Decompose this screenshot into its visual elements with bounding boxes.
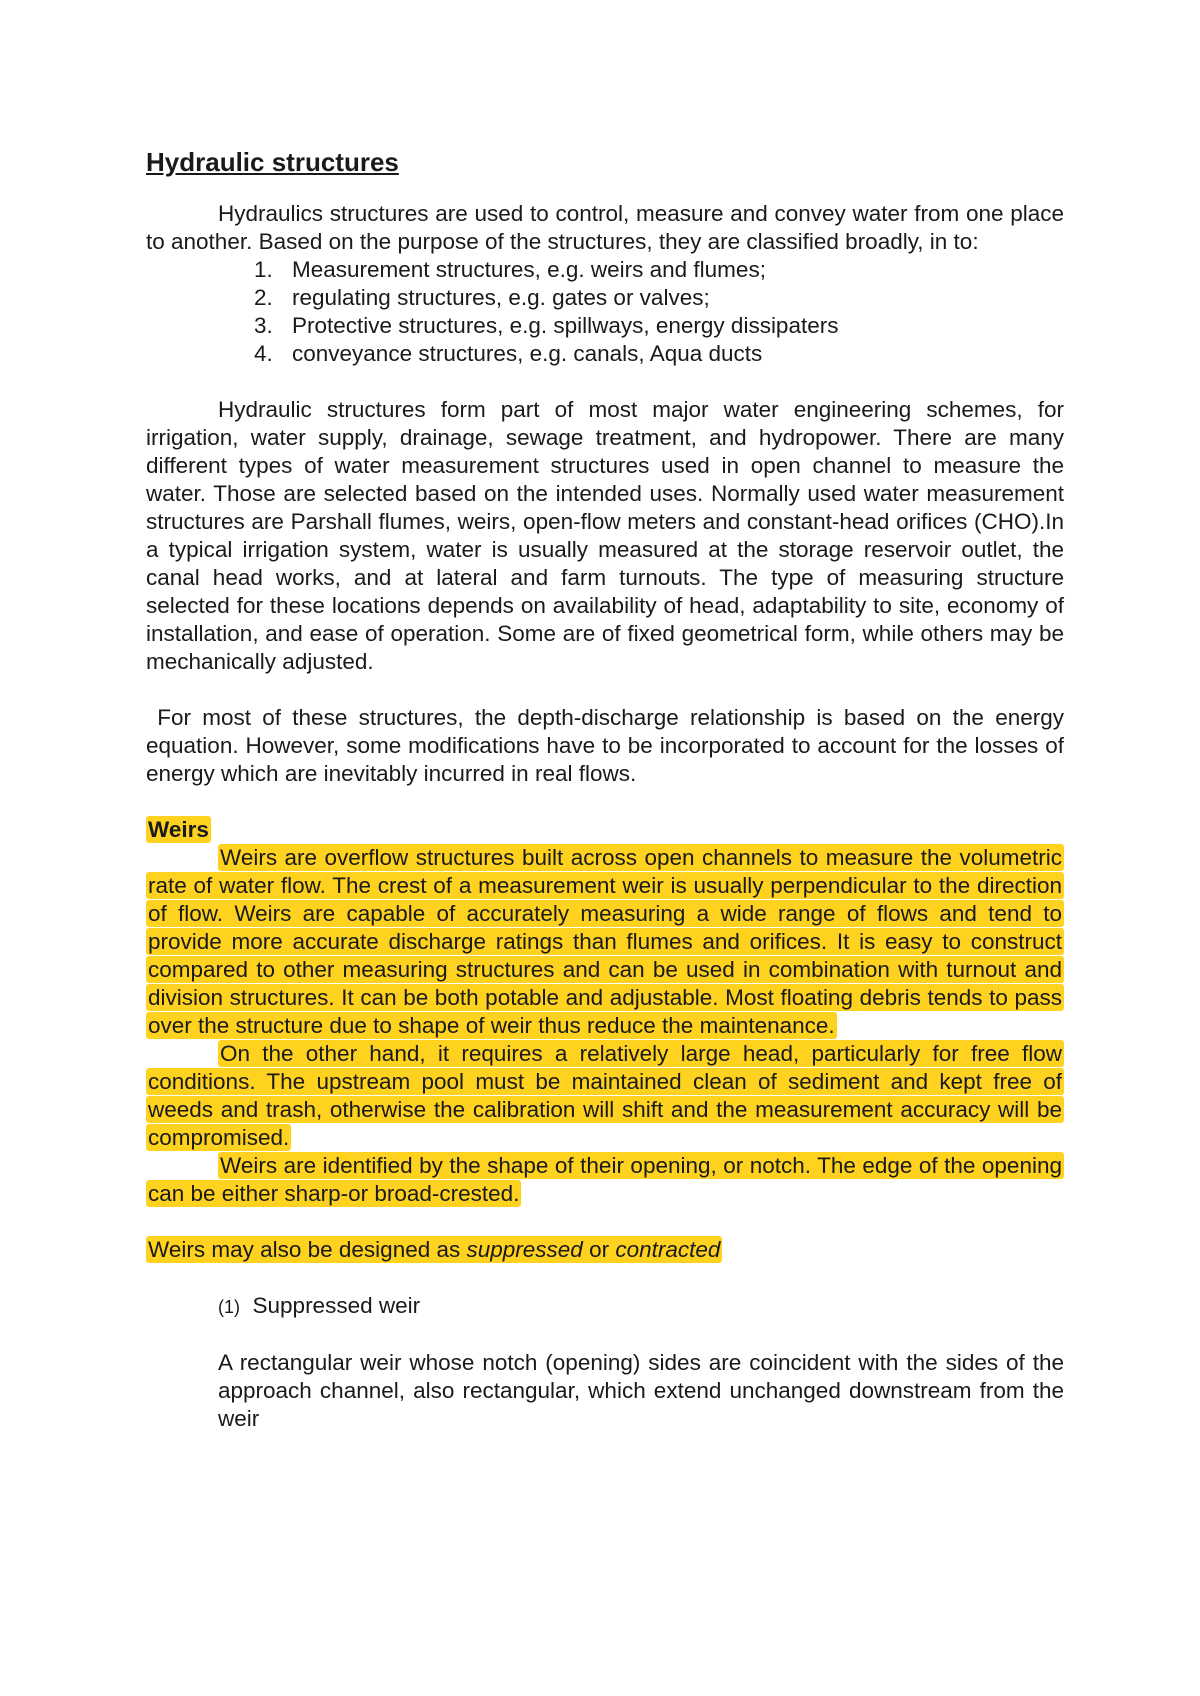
list-number: 4. (254, 341, 273, 366)
spacer (146, 676, 1064, 704)
weirs-design-line: Weirs may also be designed as suppressed or contracted (148, 1237, 721, 1262)
list-text: regulating structures, e.g. gates or valves; (292, 285, 710, 310)
list-text: Measurement structures, e.g. weirs and flumes; (292, 257, 766, 282)
item-title: Suppressed weir (252, 1293, 421, 1318)
item-number: (1) (218, 1297, 240, 1317)
list-item (254, 256, 1064, 284)
list-text: conveyance structures, e.g. canals, Aqua ducts (292, 341, 763, 366)
list-item (254, 284, 1064, 312)
list-number: 3. (254, 313, 273, 338)
weirs-paragraph-3: Weirs are identified by the shape of their opening, or notch. The edge of the opening can be either sharp-or broad-crested. (148, 1153, 1062, 1206)
hydraulic-structures-paragraph: Hydraulic structures form part of most major water engineering schemes, for irrigation, water supply, drainage, sewage treatment, and hydropower. There are many different types of water measurement structures used in open channel to measure the water. Those are selected based on the intended uses. Normally used water measurement structures are Parshall flumes, weirs, open-flow meters and constant-head orifices (CHO).In a typical irrigation system, water is usually measured at the storage reservoir outlet, the canal head works, and at lateral and farm turnouts. The type of measuring structure selected for these locations depends on availability of head, adaptability to site, economy of installation, and ease of operation. Some are of fixed geometrical form, while others may be mechanically adjusted. (146, 397, 1064, 674)
document-page (146, 146, 1071, 1433)
page-title: Hydraulic structures (146, 147, 399, 177)
suppressed-weir-heading (146, 1292, 1064, 1321)
suppressed-weir-definition: A rectangular weir whose notch (opening) sides are coincident with the sides of the approach channel, also rectangular, which extend unchanged downstream from the weir (218, 1350, 1064, 1431)
spacer (146, 1208, 1064, 1236)
term-contracted: contracted (615, 1237, 721, 1262)
energy-equation-paragraph: For most of these structures, the depth-discharge relationship is based on the energy equation. However, some modifications have to be incorporated to account for the losses of energy which are inevitably incurred in real flows. (146, 705, 1071, 786)
list-number: 1. (254, 257, 273, 282)
weirs-paragraph-1: Weirs are overflow structures built across open channels to measure the volumetric rate of water flow. The crest of a measurement weir is usually perpendicular to the direction of flow. Weirs are capable of accurately measuring a wide range of flows and tend to provide more accurate discharge ratings than flumes and orifices. It is easy to construct compared to other measuring structures and can be used in combination with turnout and division structures. It can be both potable and adjustable. Most floating debris tends to pass over the structure due to shape of weir thus reduce the maintenance. (148, 845, 1062, 1038)
structure-classes-list (146, 256, 1064, 368)
list-item (254, 340, 1064, 368)
intro-paragraph: Hydraulics structures are used to control, measure and convey water from one place to another. Based on the purpose of the structures, they are classified broadly, in to: (146, 201, 1064, 254)
list-text: Protective structures, e.g. spillways, energy dissipaters (292, 313, 839, 338)
weirs-paragraph-2: On the other hand, it requires a relatively large head, particularly for free flow conditions. The upstream pool must be maintained clean of sediment and kept free of weeds and trash, otherwise the calibration will shift and the measurement accuracy will be compromised. (148, 1041, 1062, 1150)
spacer (146, 368, 1064, 396)
list-item (254, 312, 1064, 340)
list-number: 2. (254, 285, 273, 310)
term-suppressed: suppressed (466, 1237, 583, 1262)
weirs-heading: Weirs (148, 817, 209, 842)
